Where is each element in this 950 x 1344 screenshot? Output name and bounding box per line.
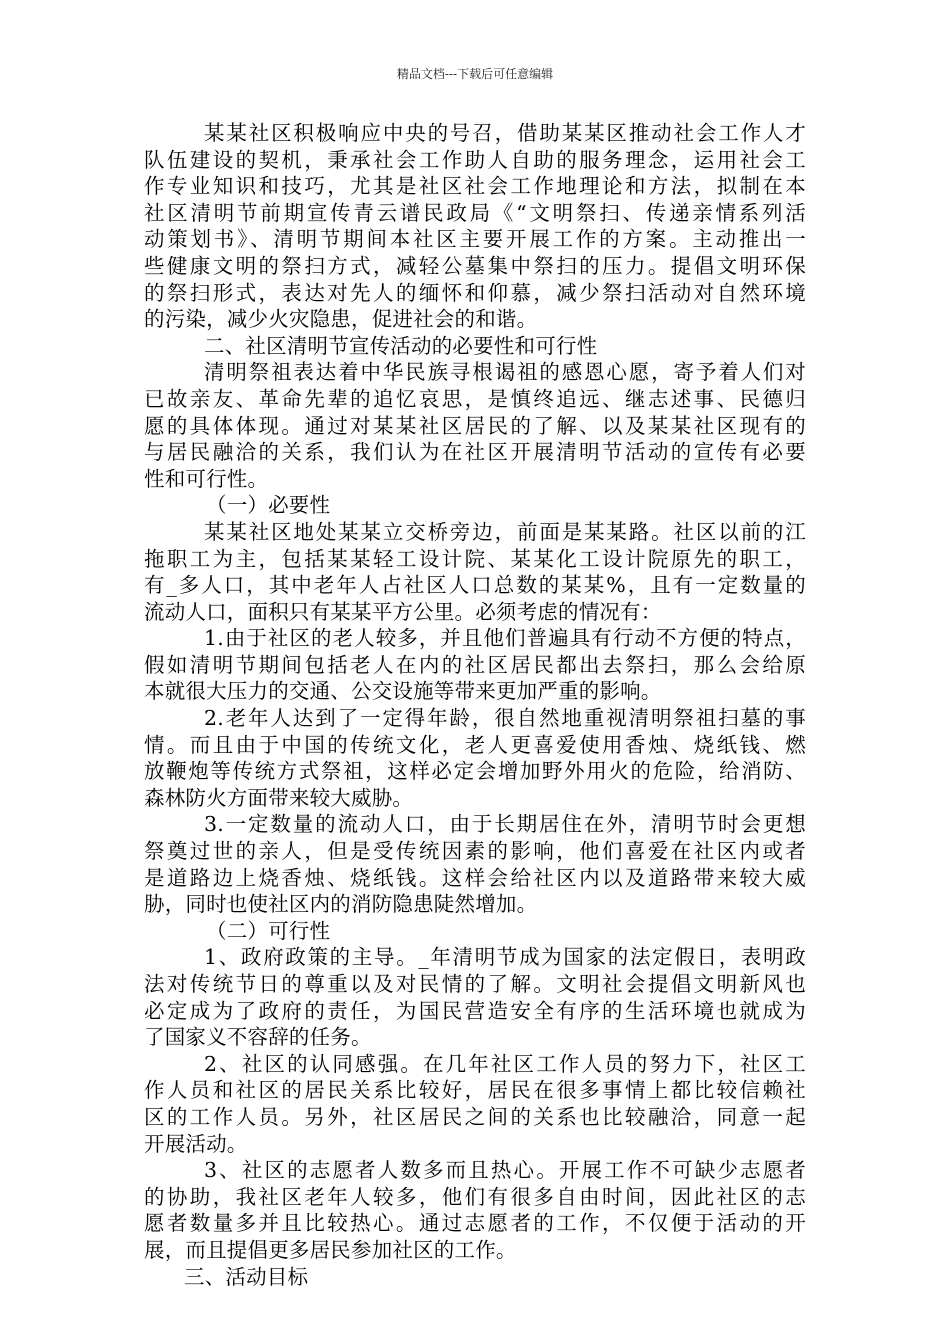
text-line: 些健康文明的祭扫方式，减轻公墓集中祭扫的压力。提倡文明环保 [144,253,806,278]
subsection-heading: （二）可行性 [206,918,331,943]
text-line: 已故亲友、革命先辈的追忆哀思，是慎终追远、继志述事、民德归 [144,386,806,411]
text-line: 的污染，减少火灾隐患，促进社会的和谐。 [144,307,538,332]
text-line: 祭奠过世的亲人，但是受传统因素的影响，他们喜爱在社区内或者 [144,839,806,864]
text-line: 某某社区积极响应中央的号召，借助某某区推动社会工作人才 [204,121,806,145]
text-line: 性和可行性。 [144,466,269,491]
text-line: 社区清明节前期宣传青云谱民政局《“文明祭扫、传递亲情系列活 [144,200,806,225]
text-line: 假如清明节期间包括老人在内的社区居民都出去祭扫，那么会给原 [144,652,806,677]
text-line: 流动人口，面积只有某某平方公里。必须考虑的情况有： [144,599,662,624]
text-line: 队伍建设的契机，秉承社会工作助人自助的服务理念，运用社会工 [144,147,806,172]
text-line: 2、社区的认同感强。在几年社区工作人员的努力下，社区工 [204,1051,806,1076]
text-line: 本就很大压力的交通、公交设施等带来更加严重的影响。 [144,679,662,704]
section-heading: 三、活动目标 [184,1264,309,1289]
text-line: 法对传统节日的尊重以及对民情的了解。文明社会提倡文明新风也 [144,972,806,996]
text-line: 1.由于社区的老人较多，并且他们普遍具有行动不方便的特点， [204,626,806,651]
text-line: 展，而且提倡更多居民参加社区的工作。 [144,1237,517,1262]
text-line: 放鞭炮等传统方式祭祖，这样必定会增加野外用火的危险，给消防、 [144,759,806,784]
text-line: 愿者数量多并且比较热心。通过志愿者的工作，不仅便于活动的开 [144,1211,806,1236]
text-line: 某某社区地处某某立交桥旁边，前面是某某路。社区以前的江 [204,519,806,544]
text-line: 是道路边上烧香烛、烧纸钱。这样会给社区内以及道路带来较大威 [144,865,806,890]
text-line: 开展活动。 [144,1131,248,1156]
text-line: 的协助，我社区老年人较多，他们有很多自由时间，因此社区的志 [144,1184,806,1209]
document-body [144,120,806,1290]
text-line: 作专业知识和技巧，尤其是社区社会工作地理论和方法，拟制在本 [144,174,806,199]
text-line: 胁，同时也使社区内的消防隐患陡然增加。 [144,892,538,917]
text-line: 3.一定数量的流动人口，由于长期居住在外，清明节时会更想 [204,812,806,837]
subsection-heading: （一）必要性 [206,493,331,518]
page-header: 精品文档---下载后可任意编辑 [396,67,554,81]
text-line: 必定成为了政府的责任，为国民营造安全有序的生活环境也就成为 [144,998,806,1023]
text-line: 2.老年人达到了一定得年龄，很自然地重视清明祭祖扫墓的事 [204,706,806,731]
text-line: 愿的具体体现。通过对某某社区居民的了解、以及某某社区现有的 [144,413,806,438]
text-line: 1、政府政策的主导。_年清明节成为国家的法定假日，表明政 [204,945,806,970]
text-line: 与居民融洽的关系，我们认为在社区开展清明节活动的宣传有必要 [144,440,806,465]
text-line: 区的工作人员。另外，社区居民之间的关系也比较融洽，同意一起 [144,1104,806,1129]
text-line: 情。而且由于中国的传统文化，老人更喜爱使用香烛、烧纸钱、燃 [144,732,806,757]
text-line: 清明祭祖表达着中华民族寻根谒祖的感恩心愿，寄予着人们对 [204,360,806,385]
text-line: 有_多人口，其中老年人占社区人口总数的某某%，且有一定数量的 [144,573,806,598]
text-line: 森林防火方面带来较大威胁。 [144,785,414,810]
text-line: 的祭扫形式，表达对先人的缅怀和仰慕，减少祭扫活动对自然环境 [144,280,806,305]
text-line: 作人员和社区的居民关系比较好，居民在很多事情上都比较信赖社 [144,1078,806,1103]
text-line: 了国家义不容辞的任务。 [144,1025,372,1050]
text-line: 动策划书》、清明节期间本社区主要开展工作的方案。主动推出一 [144,227,806,252]
text-line: 拖职工为主，包括某某轻工设计院、某某化工设计院原先的职工， [144,546,806,571]
section-heading: 二、社区清明节宣传活动的必要性和可行性 [204,333,598,358]
text-line: 3、社区的志愿者人数多而且热心。开展工作不可缺少志愿者 [204,1158,806,1183]
